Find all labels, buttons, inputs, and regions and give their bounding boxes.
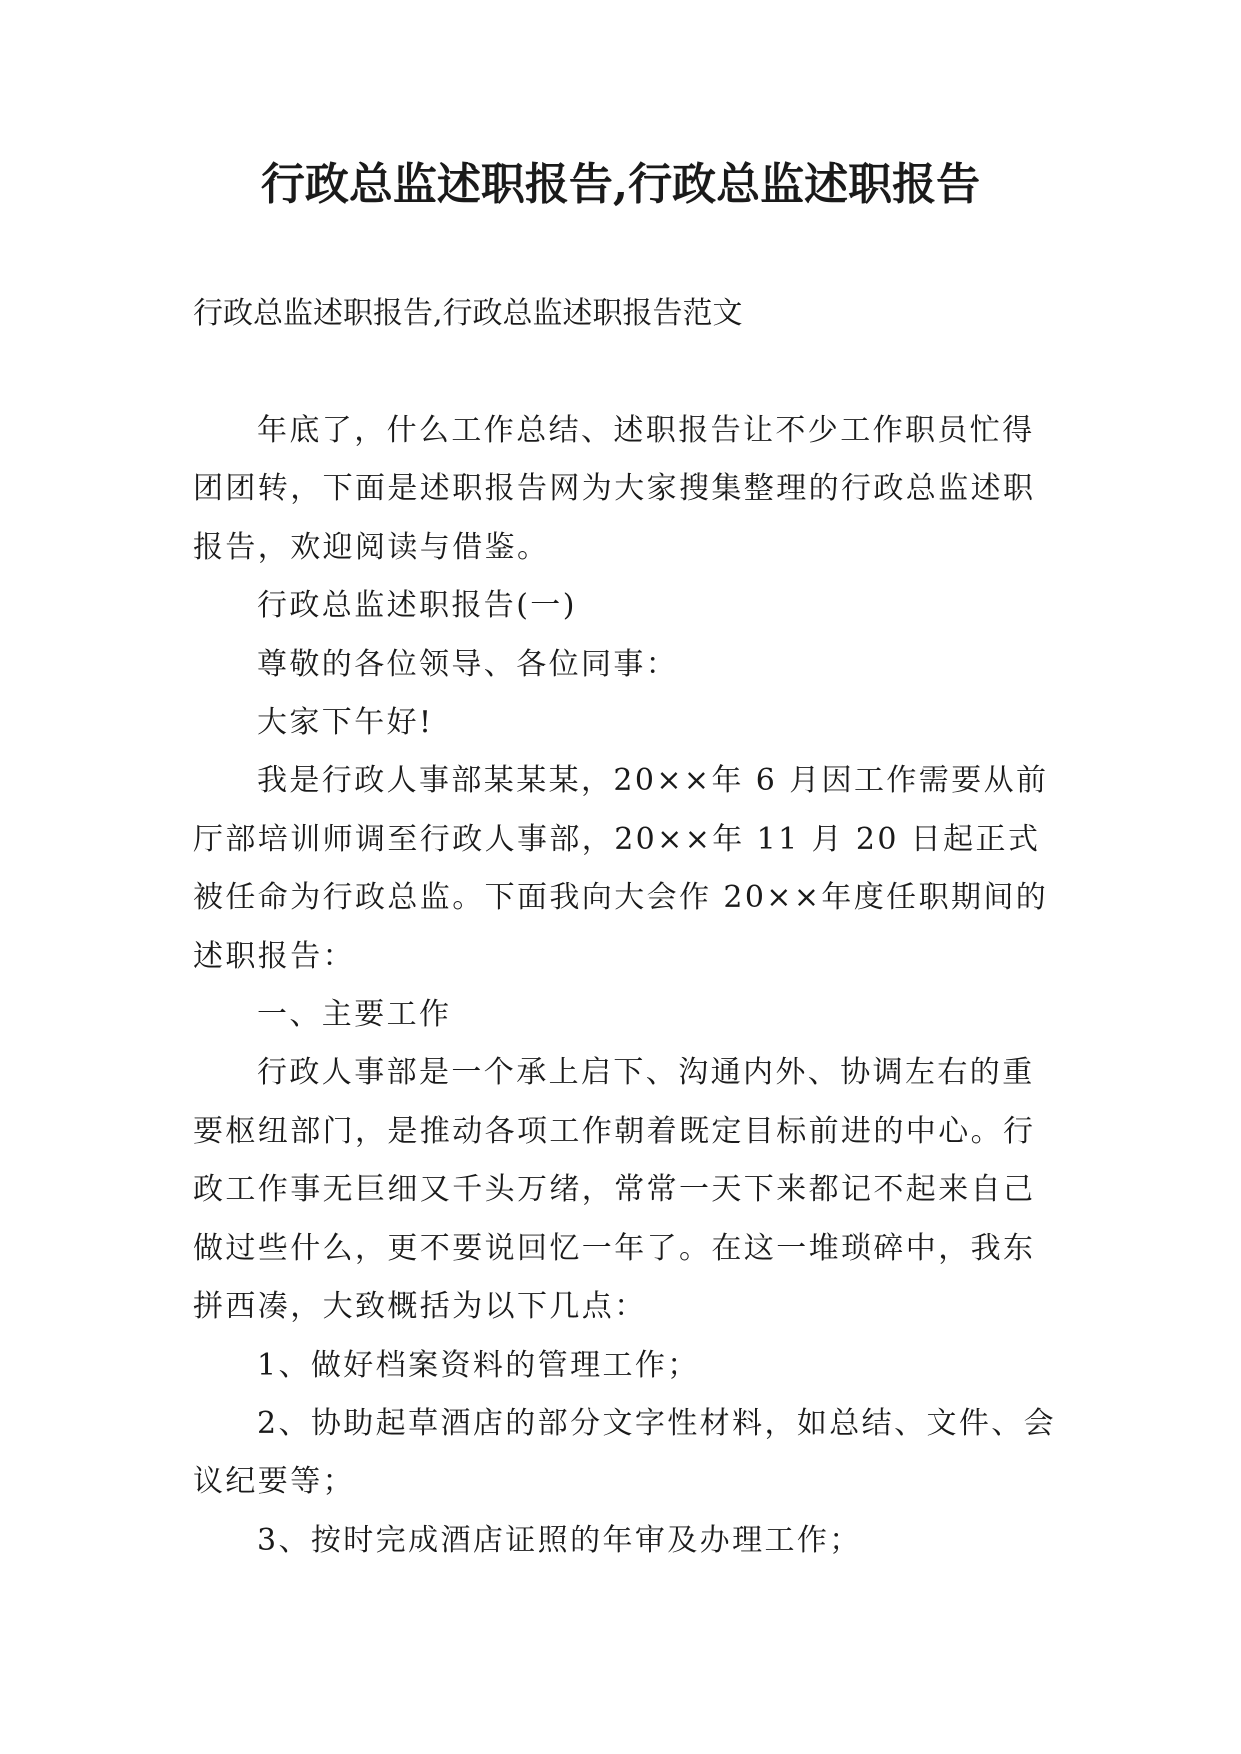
- paragraph-item-3: 3、按时完成酒店证照的年审及办理工作；: [257, 1522, 862, 1558]
- paragraph-greeting: 大家下午好!: [257, 705, 434, 741]
- paragraph-main-work-heading: 一、主要工作: [257, 997, 452, 1033]
- paragraph-salutation: 尊敬的各位领导、各位同事：: [257, 646, 679, 682]
- document-subtitle: 行政总监述职报告,行政总监述职报告范文: [193, 296, 743, 331]
- paragraph-self-introduction: 我是行政人事部某某某，20××年 6 月因工作需要从前厅部培训师调至行政人事部，20××年 11 月 20 日起正式被任命为行政总监。下面我向大会作 20××年度任职期间的述职报告：: [193, 763, 1049, 974]
- paragraph-section-heading: 行政总监述职报告(一): [257, 588, 577, 624]
- paragraph-item-2: 2、协助起草酒店的部分文字性材料，如总结、文件、会议纪要等；: [193, 1405, 1057, 1500]
- document-body: [193, 402, 1057, 1570]
- paragraph-intro: 年底了，什么工作总结、述职报告让不少工作职员忙得团团转，下面是述职报告网为大家搜集整理的行政总监述职报告，欢迎阅读与借鉴。: [193, 413, 1036, 565]
- document-title: 行政总监述职报告,行政总监述职报告: [260, 159, 981, 210]
- paragraph-department-description: 行政人事部是一个承上启下、沟通内外、协调左右的重要枢纽部门，是推动各项工作朝着既定目标前进的中心。行政工作事无巨细又千头万绪，常常一天下来都记不起来自己做过些什么，更不要说回忆一年了。在这一堆琐碎中，我东拼西凑，大致概括为以下几点：: [193, 1055, 1036, 1325]
- paragraph-item-1: 1、做好档案资料的管理工作；: [257, 1347, 700, 1383]
